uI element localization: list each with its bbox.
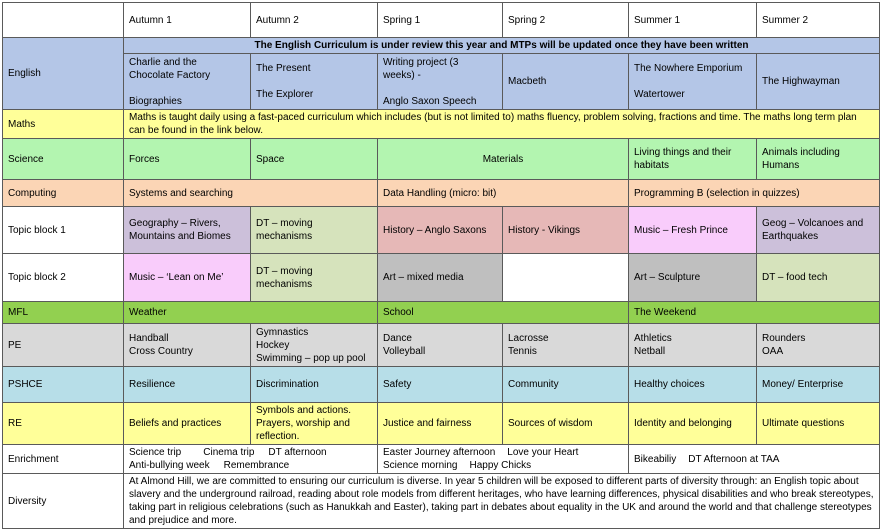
english-autumn-1 [124,54,251,110]
english-spring-1-line: Anglo Saxon Speech [383,95,477,107]
enrichment-item: Anti-bullying week [129,460,210,471]
row-label-computing: Computing [3,180,124,207]
pe-summer-1 [629,324,757,367]
mfl-autumn: Weather [124,302,378,324]
pe-summer-2-line: Rounders [762,333,806,344]
maths-description: Maths is taught daily using a fast-paced curriculum which includes (but is not limited to) maths fluency, problem solving, fractions and time. The maths long term plan can be found in the link below. [124,110,880,139]
pe-summer-2-line: OAA [762,346,784,357]
row-label-pshce: PSHCE [3,367,124,403]
science-spring: Materials [378,139,629,180]
enrichment-item: Love your Heart [507,447,579,458]
english-spring-1 [378,54,503,110]
enrichment-summer [629,445,880,474]
row-label-enrichment: Enrichment [3,445,124,474]
pe-autumn-1-line: Handball [129,333,169,344]
col-summer-1: Summer 1 [629,3,757,38]
row-label-english: English [3,38,124,110]
topic1-autumn-2 [251,207,378,254]
topic1-summer-2 [757,207,880,254]
topic1-summer-1: Music – Fresh Prince [629,207,757,254]
row-english [3,54,880,110]
enrichment-item: Cinema trip [203,447,255,458]
enrichment-item: Bikeabiliy [634,453,677,465]
topic2-spring-2 [503,254,629,302]
topic1-summer-2-line: Geog – Volcanoes and [762,218,864,229]
pe-autumn-2-line: Swimming – pop up pool [256,352,366,364]
row-label-diversity: Diversity [3,474,124,529]
pe-autumn-2-line: Hockey [256,339,290,351]
re-summer-2: Ultimate questions [757,403,880,445]
pe-spring-1-line: Volleyball [383,346,426,357]
row-pshce [3,367,880,403]
col-spring-1: Spring 1 [378,3,503,38]
english-spring-1-line: weeks) - [383,69,421,81]
row-label-science: Science [3,139,124,180]
topic2-spring-1: Art – mixed media [378,254,503,302]
row-label-topic-1: Topic block 1 [3,207,124,254]
pe-autumn-1-line: Cross Country [129,346,193,357]
enrichment-item: Easter Journey afternoon [383,447,496,458]
topic2-autumn-2-line: DT – moving [256,265,313,277]
row-mfl [3,302,880,324]
topic1-autumn-1 [124,207,251,254]
diversity-statement: At Almond Hill, we are committed to ensuring our curriculum is diverse. In year 5 children will be exposed to different parts of diversity through: an English topic about slavery and the underground railroad, reading about role models from different heritages, who have learning differences, physical disabilities and who break stereotypes, taking part in religious celebrations (such as Hanukkah and Easter), taking part in debates about equality in the UK and around the world and that challenge stereotypes and prejudice and more. [124,474,880,529]
english-autumn-2-line: The Explorer [256,89,314,100]
pshce-summer-2: Money/ Enterprise [757,367,880,403]
row-topic-1 [3,207,880,254]
enrichment-item: Science morning [383,460,458,471]
english-review-banner: The English Curriculum is under review this year and MTPs will be updated once they have been written [124,38,880,54]
enrichment-autumn [124,445,378,474]
re-autumn-2 [251,403,378,445]
re-autumn-2-line: Prayers, worship and [256,418,350,429]
pe-spring-1-line: Dance [383,333,412,344]
row-maths [3,110,880,139]
science-summer-1-line: Living things and their [634,147,732,158]
curriculum-table [2,2,880,529]
col-autumn-2: Autumn 2 [251,3,378,38]
english-autumn-1-line: Charlie and the [129,56,197,68]
pe-summer-1-line: Athletics [634,333,672,344]
re-autumn-1: Beliefs and practices [124,403,251,445]
topic1-summer-2-line: Earthquakes [762,231,819,242]
row-re [3,403,880,445]
english-summer-1-line: The Nowhere Emporium [634,63,743,74]
science-summer-1 [629,139,757,180]
topic2-summer-1: Art – Sculpture [629,254,757,302]
pshce-autumn-1: Resilience [124,367,251,403]
pshce-autumn-2: Discrimination [251,367,378,403]
pe-spring-2 [503,324,629,367]
corner-cell [3,3,124,38]
col-spring-2: Spring 2 [503,3,629,38]
topic1-autumn-2-line: mechanisms [256,231,313,242]
col-summer-2: Summer 2 [757,3,880,38]
science-summer-2-line: Humans [762,160,800,171]
pe-spring-1 [378,324,503,367]
english-autumn-1-line: Chocolate Factory [129,69,211,81]
pe-spring-2-line: Lacrosse [508,333,549,344]
enrichment-spring [378,445,629,474]
row-enrichment [3,445,880,474]
row-label-topic-2: Topic block 2 [3,254,124,302]
pe-summer-1-line: Netball [634,346,666,357]
science-summer-1-line: habitats [634,160,670,171]
col-autumn-1: Autumn 1 [124,3,251,38]
row-label-mfl: MFL [3,302,124,324]
english-autumn-2 [251,54,378,110]
mfl-spring: School [378,302,629,324]
topic1-autumn-1-line: Mountains and Biomes [129,231,231,242]
topic1-spring-2: History - Vikings [503,207,629,254]
topic2-autumn-2 [251,254,378,302]
re-autumn-2-line: Symbols and actions. [256,405,352,416]
pe-autumn-2 [251,324,378,367]
row-english-banner [3,38,880,54]
science-autumn-1: Forces [124,139,251,180]
pe-autumn-1 [124,324,251,367]
re-spring-2: Sources of wisdom [503,403,629,445]
computing-spring: Data Handling (micro: bit) [378,180,629,207]
computing-autumn: Systems and searching [124,180,378,207]
english-autumn-2-line: The Present [256,63,311,74]
row-label-re: RE [3,403,124,445]
pshce-spring-1: Safety [378,367,503,403]
re-summer-1: Identity and belonging [629,403,757,445]
row-diversity [3,474,880,529]
enrichment-item: Science trip [129,447,182,458]
science-autumn-2: Space [251,139,378,180]
topic1-spring-1: History – Anglo Saxons [378,207,503,254]
english-spring-2: Macbeth [503,54,629,110]
topic2-summer-2: DT – food tech [757,254,880,302]
re-spring-1: Justice and fairness [378,403,503,445]
english-autumn-1-line: Biographies [129,95,182,107]
row-science [3,139,880,180]
pshce-spring-2: Community [503,367,629,403]
pshce-summer-1: Healthy choices [629,367,757,403]
computing-summer: Programming B (selection in quizzes) [629,180,880,207]
topic2-autumn-1: Music – ‘Lean on Me’ [124,254,251,302]
row-pe [3,324,880,367]
row-topic-2 [3,254,880,302]
enrichment-item: DT Afternoon at TAA [688,453,780,465]
enrichment-item: Happy Chicks [469,460,532,471]
enrichment-item: DT afternoon [268,447,327,458]
enrichment-item: Remembrance [223,460,290,471]
row-computing [3,180,880,207]
header-row [3,3,880,38]
topic1-autumn-1-line: Geography – Rivers, [129,218,221,229]
row-label-maths: Maths [3,110,124,139]
pe-spring-2-line: Tennis [508,346,537,357]
topic1-autumn-2-line: DT – moving [256,218,313,229]
row-label-pe: PE [3,324,124,367]
pe-autumn-2-line: Gymnastics [256,326,309,338]
science-summer-2-line: Animals including [762,147,840,158]
re-autumn-2-line: reflection. [256,431,300,442]
english-summer-1-line: Watertower [634,89,685,100]
topic2-autumn-2-line: mechanisms [256,278,313,290]
science-summer-2 [757,139,880,180]
mfl-summer: The Weekend [629,302,880,324]
pe-summer-2 [757,324,880,367]
english-summer-1 [629,54,757,110]
english-spring-1-line: Writing project (3 [383,56,459,68]
english-summer-2: The Highwayman [757,54,880,110]
